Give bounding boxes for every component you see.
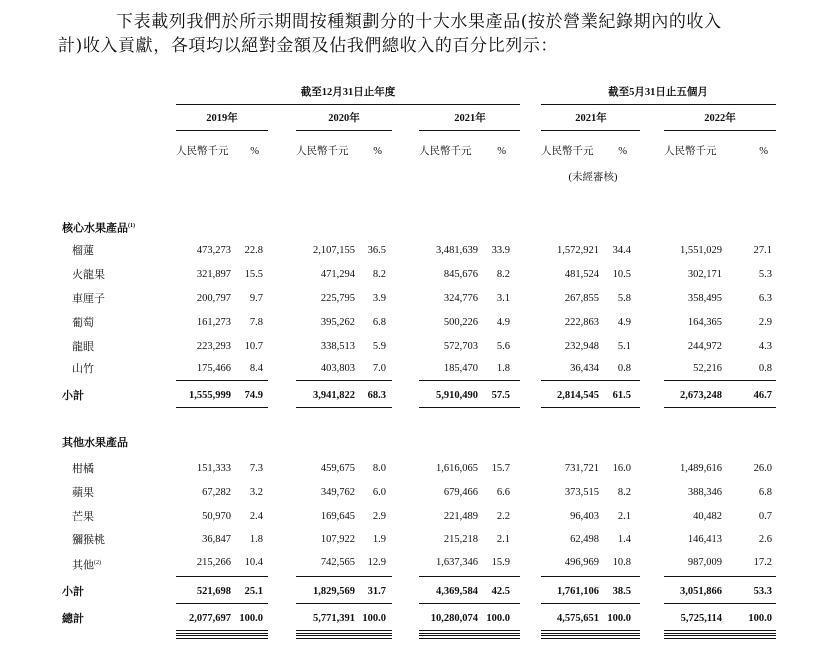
- table-cell: 500,226: [443, 317, 478, 328]
- header-group-rule: [541, 104, 776, 105]
- table-cell: 10.7: [244, 341, 263, 352]
- table-cell: 349,762: [320, 487, 355, 498]
- table-cell: 1,572,921: [557, 245, 599, 256]
- table-cell: 3.2: [249, 487, 263, 498]
- table-row-label: 獼猴桃: [72, 534, 105, 546]
- header-amount-label: 人民幣千元: [176, 146, 229, 157]
- table-cell: 5.8: [617, 293, 631, 304]
- table-cell: 15.9: [491, 557, 510, 568]
- table-cell: 169,645: [320, 511, 355, 522]
- total-double-rule: [664, 630, 776, 634]
- table-cell: 100.0: [607, 613, 631, 624]
- header-year-rule: [296, 130, 392, 131]
- table-cell: 8.2: [496, 269, 510, 280]
- table-cell: 46.7: [753, 390, 772, 401]
- table-cell: 2.4: [249, 511, 263, 522]
- table-cell: 232,948: [564, 341, 599, 352]
- table-row-label: 葡萄: [72, 317, 94, 329]
- table-row-label: 芒果: [72, 511, 94, 523]
- table-cell: 161,273: [196, 317, 231, 328]
- table-cell: 3.1: [496, 293, 510, 304]
- table-cell: 9.7: [249, 293, 263, 304]
- table-cell: 373,515: [564, 487, 599, 498]
- table-cell: 2.6: [758, 534, 772, 545]
- subtotal-rule: [419, 576, 520, 577]
- table-cell: 1.8: [496, 363, 510, 374]
- table-cell: 3,481,639: [436, 245, 478, 256]
- table-cell: 3,051,866: [680, 586, 722, 597]
- table-cell: 16.0: [612, 463, 631, 474]
- table-cell: 2.1: [496, 534, 510, 545]
- table-cell: 471,294: [320, 269, 355, 280]
- table-cell: 321,897: [196, 269, 231, 280]
- table-cell: 338,513: [320, 341, 355, 352]
- table-cell: 2.9: [758, 317, 772, 328]
- table-cell: 215,266: [196, 557, 231, 568]
- subtotal-rule: [664, 603, 776, 604]
- table-cell: 223,293: [196, 341, 231, 352]
- table-cell: 1.8: [249, 534, 263, 545]
- subtotal-rule: [296, 603, 392, 604]
- table-cell: 38.5: [612, 586, 631, 597]
- table-cell: 34.4: [612, 245, 631, 256]
- table-cell: 2,814,545: [557, 390, 599, 401]
- header-year-rule: [419, 130, 520, 131]
- table-cell: 496,969: [564, 557, 599, 568]
- footnote-marker: (2): [94, 560, 101, 566]
- table-cell: 742,565: [320, 557, 355, 568]
- table-cell: 12.9: [367, 557, 386, 568]
- table-cell: 324,776: [443, 293, 478, 304]
- total-double-rule: [176, 630, 268, 634]
- header-pct-label: %: [373, 146, 382, 157]
- table-cell: 403,803: [320, 363, 355, 374]
- table-cell: 53.3: [753, 586, 772, 597]
- subtotal-rule: [176, 576, 268, 577]
- header-group-rule: [176, 104, 520, 105]
- table-cell: 40,482: [693, 511, 722, 522]
- table-cell: 1,551,029: [680, 245, 722, 256]
- total-double-rule: [541, 635, 640, 639]
- table-cell: 4,575,651: [557, 613, 599, 624]
- total-double-rule: [664, 635, 776, 639]
- table-cell: 5,725,114: [680, 613, 722, 624]
- table-cell: 164,365: [687, 317, 722, 328]
- total-label: 總計: [62, 613, 84, 625]
- table-cell: 7.0: [372, 363, 386, 374]
- subtotal-rule: [541, 380, 640, 381]
- table-cell: 987,009: [687, 557, 722, 568]
- total-double-rule: [176, 635, 268, 639]
- header-amount-label: 人民幣千元: [296, 146, 349, 157]
- table-cell: 0.8: [758, 363, 772, 374]
- table-cell: 1.9: [372, 534, 386, 545]
- table-cell: 388,346: [687, 487, 722, 498]
- table-cell: 6.8: [758, 487, 772, 498]
- table-cell: 100.0: [486, 613, 510, 624]
- table-cell: 244,972: [687, 341, 722, 352]
- table-cell: 845,676: [443, 269, 478, 280]
- table-cell: 52,216: [693, 363, 722, 374]
- table-cell: 36,847: [202, 534, 231, 545]
- total-double-rule: [419, 630, 520, 634]
- table-row-label: 柑橘: [72, 463, 94, 475]
- table-cell: 62,498: [570, 534, 599, 545]
- header-year: 2019年: [206, 113, 238, 124]
- table-cell: 8.2: [617, 487, 631, 498]
- section-title-other: 其他水果產品: [62, 437, 128, 449]
- table-cell: 5.9: [372, 341, 386, 352]
- table-row-label: 龍眼: [72, 341, 94, 353]
- table-cell: 2.1: [617, 511, 631, 522]
- header-amount-label: 人民幣千元: [664, 146, 717, 157]
- table-row-label: 榴蓮: [72, 245, 94, 257]
- table-cell: 27.1: [753, 245, 772, 256]
- table-cell: 10.4: [244, 557, 263, 568]
- subtotal-rule: [419, 380, 520, 381]
- table-cell: 36,434: [570, 363, 599, 374]
- table-cell: 1,489,616: [680, 463, 722, 474]
- table-row-label: 蘋果: [72, 487, 94, 499]
- table-cell: 302,171: [687, 269, 722, 280]
- total-double-rule: [541, 630, 640, 634]
- header-pct-label: %: [759, 146, 768, 157]
- table-cell: 215,218: [443, 534, 478, 545]
- table-cell: 2.2: [496, 511, 510, 522]
- table-cell: 0.7: [758, 511, 772, 522]
- table-cell: 358,495: [687, 293, 722, 304]
- table-cell: 267,855: [564, 293, 599, 304]
- table-cell: 100.0: [362, 613, 386, 624]
- header-group-full-year: 截至12月31日止年度: [300, 87, 396, 98]
- table-cell: 222,863: [564, 317, 599, 328]
- table-row-label: 火龍果: [72, 269, 105, 281]
- table-cell: 395,262: [320, 317, 355, 328]
- subtotal-rule: [176, 603, 268, 604]
- table-cell: 1,616,065: [436, 463, 478, 474]
- subtotal-rule: [541, 603, 640, 604]
- table-cell: 221,489: [443, 511, 478, 522]
- table-cell: 15.5: [244, 269, 263, 280]
- table-cell: 22.8: [244, 245, 263, 256]
- table-cell: 36.5: [367, 245, 386, 256]
- table-cell: 1,829,569: [313, 586, 355, 597]
- table-cell: 0.8: [617, 363, 631, 374]
- table-cell: 185,470: [443, 363, 478, 374]
- table-cell: 5.3: [758, 269, 772, 280]
- table-cell: 731,721: [564, 463, 599, 474]
- subtotal-rule: [419, 407, 520, 408]
- intro-line-2: 計)收入貢獻，各項均以絕對金額及佔我們總收入的百分比列示：: [58, 36, 559, 56]
- table-cell: 68.3: [367, 390, 386, 401]
- table-cell: 25.1: [244, 586, 263, 597]
- table-cell: 74.9: [244, 390, 263, 401]
- intro-line-1: 下表載列我們於所示期間按種類劃分的十大水果產品(按於營業紀錄期內的收入: [116, 12, 722, 32]
- table-cell: 679,466: [443, 487, 478, 498]
- header-pct-label: %: [497, 146, 506, 157]
- table-cell: 10.8: [612, 557, 631, 568]
- header-year: 2022年: [704, 113, 736, 124]
- total-double-rule: [296, 635, 392, 639]
- table-cell: 572,703: [443, 341, 478, 352]
- table-cell: 10,280,074: [430, 613, 478, 624]
- table-cell: 1,555,999: [189, 390, 231, 401]
- table-cell: 6.6: [496, 487, 510, 498]
- table-row-label: 車厘子: [72, 293, 105, 305]
- table-cell: 151,333: [196, 463, 231, 474]
- subtotal-rule: [664, 380, 776, 381]
- table-cell: 5.1: [617, 341, 631, 352]
- table-cell: 7.8: [249, 317, 263, 328]
- header-year-rule: [176, 130, 268, 131]
- table-row-label: 其他$^{(2)}$: [72, 559, 101, 572]
- header-unaudited-note: (未經審核): [568, 172, 618, 183]
- table-cell: 521,698: [196, 586, 231, 597]
- table-cell: 200,797: [196, 293, 231, 304]
- subtotal-rule: [176, 380, 268, 381]
- subtotal-rule: [176, 407, 268, 408]
- table-cell: 3.9: [372, 293, 386, 304]
- table-cell: 4.9: [617, 317, 631, 328]
- table-cell: 42.5: [491, 586, 510, 597]
- table-cell: 7.3: [249, 463, 263, 474]
- header-year-rule: [541, 130, 640, 131]
- table-cell: 107,922: [320, 534, 355, 545]
- subtotal-rule: [664, 576, 776, 577]
- table-cell: 50,970: [202, 511, 231, 522]
- table-cell: 10.5: [612, 269, 631, 280]
- subtotal-rule: [296, 380, 392, 381]
- table-cell: 2,077,697: [189, 613, 231, 624]
- subtotal-rule: [419, 603, 520, 604]
- table-cell: 100.0: [239, 613, 263, 624]
- header-amount-label: 人民幣千元: [419, 146, 472, 157]
- table-cell: 146,413: [687, 534, 722, 545]
- table-cell: 5.6: [496, 341, 510, 352]
- table-cell: 8.2: [372, 269, 386, 280]
- header-amount-label: 人民幣千元: [541, 146, 594, 157]
- table-cell: 4.3: [758, 341, 772, 352]
- table-cell: 8.0: [372, 463, 386, 474]
- table-cell: 31.7: [367, 586, 386, 597]
- table-cell: 1,761,106: [557, 586, 599, 597]
- header-year: 2021年: [454, 113, 486, 124]
- header-group-five-months: 截至5月31日止五個月: [608, 87, 708, 98]
- subtotal-rule: [296, 407, 392, 408]
- table-cell: 33.9: [491, 245, 510, 256]
- subtotal-rule: [541, 576, 640, 577]
- table-cell: 96,403: [570, 511, 599, 522]
- table-cell: 61.5: [612, 390, 631, 401]
- table-cell: 8.4: [249, 363, 263, 374]
- subtotal-label: 小計: [62, 390, 84, 402]
- table-cell: 5,910,490: [436, 390, 478, 401]
- table-cell: 481,524: [564, 269, 599, 280]
- table-cell: 6.0: [372, 487, 386, 498]
- header-year: 2021年: [575, 113, 607, 124]
- subtotal-rule: [541, 407, 640, 408]
- subtotal-rule: [664, 407, 776, 408]
- footnote-marker: (1): [128, 223, 135, 229]
- subtotal-label: 小計: [62, 586, 84, 598]
- table-row-label: 山竹: [72, 363, 94, 375]
- table-cell: 1,637,346: [436, 557, 478, 568]
- table-cell: 459,675: [320, 463, 355, 474]
- table-cell: 57.5: [491, 390, 510, 401]
- table-cell: 6.8: [372, 317, 386, 328]
- table-cell: 100.0: [748, 613, 772, 624]
- table-cell: 2.9: [372, 511, 386, 522]
- table-cell: 4.9: [496, 317, 510, 328]
- table-cell: 6.3: [758, 293, 772, 304]
- table-cell: 17.2: [753, 557, 772, 568]
- header-year: 2020年: [328, 113, 360, 124]
- table-cell: 4,369,584: [436, 586, 478, 597]
- table-cell: 2,673,248: [680, 390, 722, 401]
- table-cell: 473,273: [196, 245, 231, 256]
- table-cell: 5,771,391: [313, 613, 355, 624]
- table-cell: 2,107,155: [313, 245, 355, 256]
- total-double-rule: [419, 635, 520, 639]
- subtotal-rule: [296, 576, 392, 577]
- header-pct-label: %: [618, 146, 627, 157]
- table-cell: 225,795: [320, 293, 355, 304]
- table-cell: 3,941,822: [313, 390, 355, 401]
- table-cell: 175,466: [196, 363, 231, 374]
- table-cell: 67,282: [202, 487, 231, 498]
- table-cell: 26.0: [753, 463, 772, 474]
- total-double-rule: [296, 630, 392, 634]
- header-pct-label: %: [250, 146, 259, 157]
- header-year-rule: [664, 130, 776, 131]
- table-cell: 15.7: [491, 463, 510, 474]
- section-title-core: 核心水果產品$^{(1)}$: [62, 222, 135, 235]
- table-cell: 1.4: [617, 534, 631, 545]
